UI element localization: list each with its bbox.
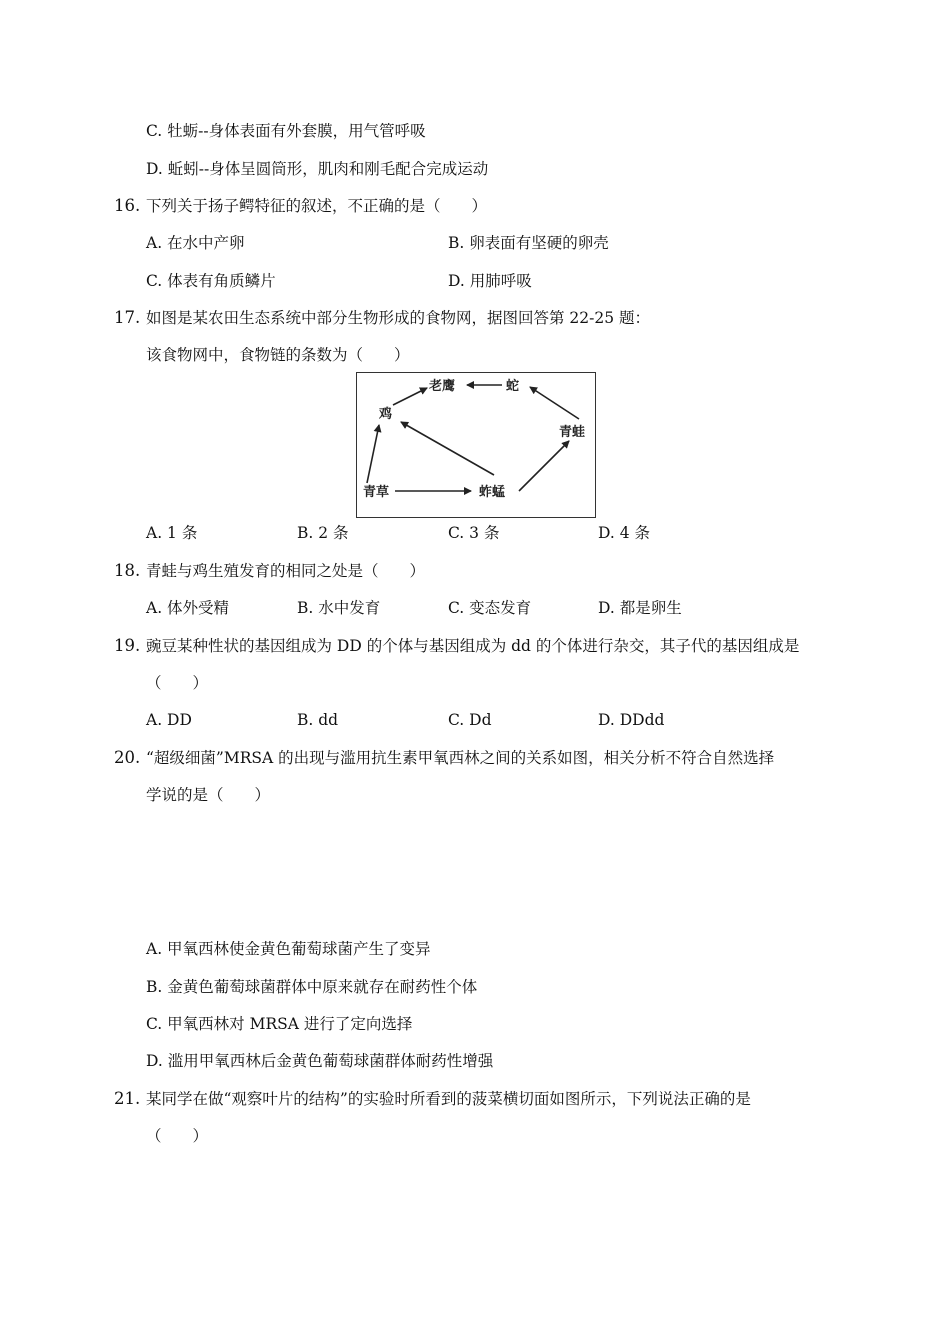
q19-number: 19. (114, 636, 141, 655)
arrow-chicken-to-eagle (393, 388, 427, 405)
arrow-grasshopper-to-chicken (401, 422, 494, 475)
q21-stem-line2: （ ） (146, 1127, 209, 1145)
q16-stem: 下列关于扬子鳄特征的叙述，不正确的是（ ） (146, 197, 488, 215)
q20-option-d: D. 滥用甲氧西林后金黄色葡萄球菌群体耐药性增强 (146, 1052, 494, 1070)
q19-option-a: A. DD (146, 711, 192, 729)
q16-number: 16. (114, 196, 141, 215)
q18-option-a: A. 体外受精 (146, 599, 230, 617)
q15-option-d: D. 蚯蚓--身体呈圆筒形，肌肉和刚毛配合完成运动 (146, 160, 489, 178)
q21-number: 21. (114, 1089, 141, 1108)
q18-stem: 青蛙与鸡生殖发育的相同之处是（ ） (146, 562, 426, 580)
q17-option-d: D. 4 条 (598, 524, 651, 542)
q19-option-d: D. DDdd (598, 711, 665, 729)
label-eagle: 老鹰 (429, 379, 456, 394)
q16-option-a: A. 在水中产卵 (146, 234, 245, 252)
q16-option-d: D. 用肺呼吸 (448, 272, 532, 290)
food-web-diagram (356, 372, 596, 518)
label-snake: 蛇 (506, 379, 520, 394)
q20-number: 20. (114, 748, 141, 767)
q16-option-b: B. 卵表面有坚硬的卵壳 (448, 234, 609, 252)
q17-option-c: C. 3 条 (448, 524, 500, 542)
arrow-frog-to-snake (530, 387, 579, 419)
q17-stem-line2: 该食物网中，食物链的条数为（ ） (146, 346, 410, 364)
q19-option-c: C. Dd (448, 711, 492, 729)
q19-option-b: B. dd (297, 711, 339, 729)
q21-stem-line1: 某同学在做“观察叶片的结构”的实验时所看到的菠菜横切面如图所示，下列说法正确的是 (146, 1090, 751, 1108)
q20-stem-line1: “超级细菌”MRSA 的出现与滥用抗生素甲氧西林之间的关系如图，相关分析不符合自然选择 (146, 749, 775, 767)
q18-option-c: C. 变态发育 (448, 599, 532, 617)
arrow-grasshopper-to-frog (519, 441, 569, 491)
label-grasshopper: 蚱蜢 (479, 485, 506, 500)
q20-option-c: C. 甲氧西林对 MRSA 进行了定向选择 (146, 1015, 413, 1033)
q17-option-b: B. 2 条 (297, 524, 349, 542)
arrow-grass-to-chicken (367, 425, 379, 483)
label-frog: 青蛙 (559, 425, 586, 440)
q18-number: 18. (114, 561, 141, 580)
q17-stem-line1: 如图是某农田生态系统中部分生物形成的食物网，据图回答第 22-25 题： (146, 309, 651, 327)
q19-stem-line1: 豌豆某种性状的基因组成为 DD 的个体与基因组成为 dd 的个体进行杂交，其子代的基因组成是 (146, 637, 800, 655)
q16-option-c: C. 体表有角质鳞片 (146, 272, 276, 290)
q17-number: 17. (114, 308, 141, 327)
q19-stem-line2: （ ） (146, 674, 209, 692)
label-grass: 青草 (363, 485, 390, 500)
q20-stem-line2: 学说的是（ ） (146, 786, 271, 804)
q18-option-b: B. 水中发育 (297, 599, 381, 617)
label-chicken: 鸡 (379, 407, 393, 422)
q20-option-a: A. 甲氧西林使金黄色葡萄球菌产生了变异 (146, 940, 431, 958)
q17-option-a: A. 1 条 (146, 524, 198, 542)
q18-option-d: D. 都是卵生 (598, 599, 682, 617)
q15-option-c: C. 牡蛎--身体表面有外套膜，用气管呼吸 (146, 122, 426, 140)
q20-option-b: B. 金黄色葡萄球菌群体中原来就存在耐药性个体 (146, 978, 478, 996)
